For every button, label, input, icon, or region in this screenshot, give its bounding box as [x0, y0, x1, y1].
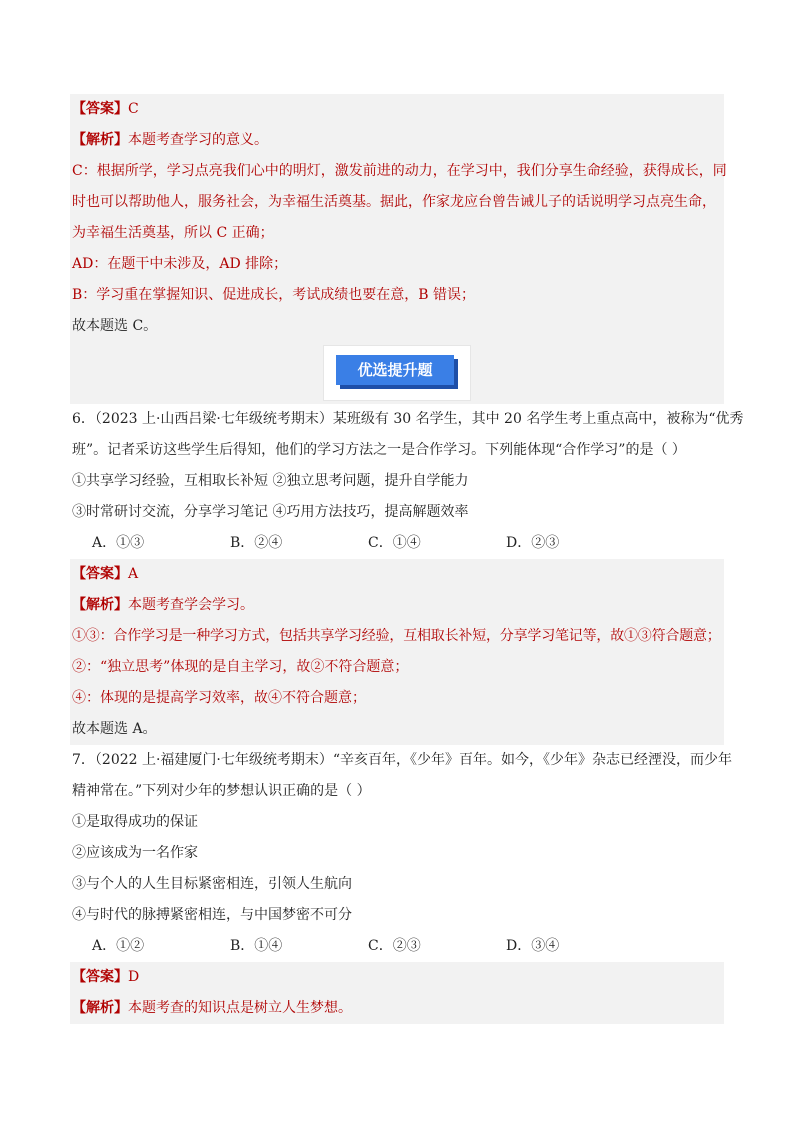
q7-stem-line-1: 7．（2022 上·福建厦门·七年级统考期末）“辛亥百年，《少年》百年。如今，《少年》杂志已经湮没，而少年	[72, 752, 733, 768]
q7-item-3: ③与个人的人生目标紧密相连，引领人生航向	[72, 876, 352, 892]
answer-value: D	[128, 969, 140, 985]
q5-c-line-3: 为幸福生活奠基，所以 C 正确；	[72, 225, 274, 241]
answer-tag: 【答案】	[72, 969, 128, 985]
section-banner-row	[70, 342, 724, 404]
q7-answer-block	[70, 962, 724, 1024]
q7-item-4: ④与时代的脉搏紧密相连，与中国梦密不可分	[72, 907, 352, 923]
q7-option-a: A．①②	[92, 938, 145, 954]
q6-option-c: C．①④	[368, 535, 421, 551]
q6-items-line-2: ③时常研讨交流，分享学习笔记 ④巧用方法技巧，提高解题效率	[72, 504, 469, 520]
q5-ad-line: AD：在题干中未涉及，AD 排除；	[72, 256, 288, 272]
q7-option-b: B．①④	[230, 938, 283, 954]
q6-stem-line-1: 6．（2023 上·山西吕梁·七年级统考期末）某班级有 30 名学生，其中 20 名学生考上重点高中，被称为“优秀	[72, 411, 744, 427]
answer-value: C	[128, 101, 139, 117]
q7-question	[70, 745, 733, 962]
q6-conclusion: 故本题选 A。	[72, 721, 157, 737]
q7-stem-line-2: 精神常在。”下列对少年的梦想认识正确的是（ ）	[72, 783, 371, 799]
q6-option-b: B．②④	[230, 535, 283, 551]
q5-b-line: B：学习重在掌握知识、促进成长，考试成绩也要在意，B 错误；	[72, 287, 476, 303]
q5-c-line-2: 时也可以帮助他人，服务社会，为幸福生活奠基。据此，作家龙应台曾告诫儿子的话说明学习点亮生命，	[72, 194, 716, 210]
q6-items-line-1: ①共享学习经验，互相取长补短 ②独立思考问题，提升自学能力	[72, 473, 469, 489]
answer-tag: 【答案】	[72, 101, 128, 117]
q6-analysis-13: ①③：合作学习是一种学习方式，包括共享学习经验，互相取长补短，分享学习笔记等，故①③符合题意；	[72, 628, 721, 644]
q6-answer-block	[70, 559, 724, 745]
answer-value: A	[128, 566, 139, 582]
q5-conclusion: 故本题选 C。	[72, 318, 158, 334]
q7-option-c: C．②③	[368, 938, 421, 954]
q7-options	[70, 931, 724, 962]
analysis-intro: 本题考查学会学习。	[128, 597, 254, 613]
q7-analysis-line	[70, 993, 724, 1024]
q6-option-d: D．②③	[506, 535, 560, 551]
document-page	[70, 94, 744, 1024]
answer-tag: 【答案】	[72, 566, 128, 582]
q6-answer-line	[70, 559, 724, 590]
q7-option-d: D．③④	[506, 938, 560, 954]
analysis-tag: 【解析】	[72, 1000, 128, 1016]
analysis-intro: 本题考查的知识点是树立人生梦想。	[128, 1000, 352, 1016]
q6-options	[70, 528, 724, 559]
q6-analysis-2: ②：“独立思考”体现的是自主学习，故②不符合题意；	[72, 659, 409, 675]
q6-question	[70, 404, 744, 559]
q7-item-2: ②应该成为一名作家	[72, 845, 198, 861]
analysis-tag: 【解析】	[72, 132, 128, 148]
q5-c-line-1: C：根据所学，学习点亮我们心中的明灯，激发前进的动力，在学习中，我们分享生命经验，获得成长，同	[72, 163, 727, 179]
q5-answer-line	[70, 94, 724, 125]
q7-item-1: ①是取得成功的保证	[72, 814, 198, 830]
q6-analysis-line	[70, 590, 724, 621]
analysis-tag: 【解析】	[72, 597, 128, 613]
q7-answer-line	[70, 962, 724, 993]
q6-analysis-4: ④：体现的是提高学习效率，故④不符合题意；	[72, 690, 366, 706]
q6-stem-line-2: 班”。记者采访这些学生后得知，他们的学习方法之一是合作学习。下列能体现“合作学习”的是（ ）	[72, 442, 686, 458]
q5-answer-block	[70, 94, 727, 404]
section-banner	[324, 346, 470, 400]
section-banner-label: 优选提升题	[336, 355, 454, 385]
analysis-intro: 本题考查学习的意义。	[128, 132, 268, 148]
q5-analysis-line	[70, 125, 724, 156]
q6-option-a: A．①③	[92, 535, 145, 551]
